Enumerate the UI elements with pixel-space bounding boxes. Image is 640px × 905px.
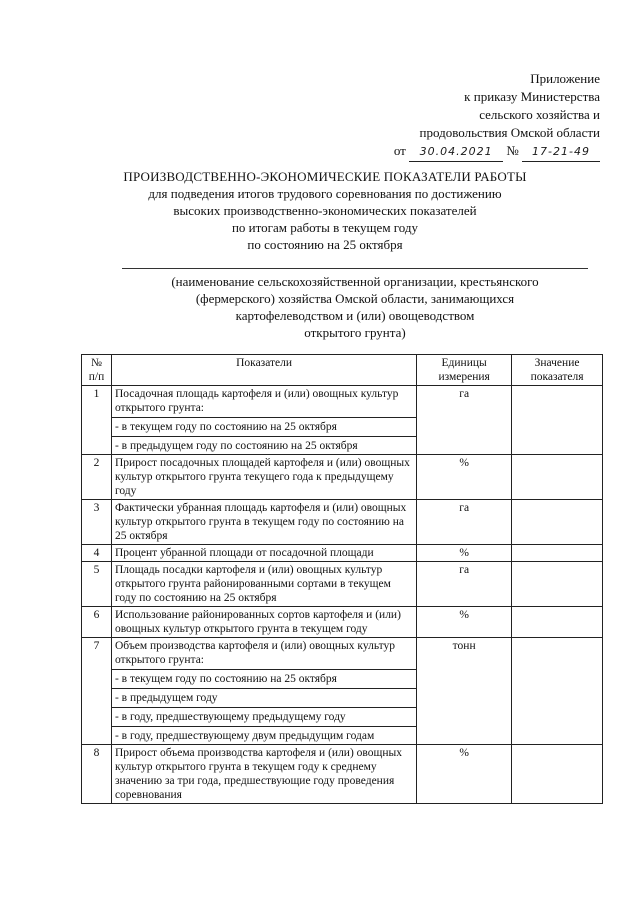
order-reference	[394, 142, 600, 162]
caption-line: открытого грунта)	[304, 325, 406, 340]
indicator-subitem: - в году, предшествующему предыдущему году	[112, 707, 416, 724]
indicator-cell	[111, 500, 416, 545]
table-row	[82, 386, 603, 455]
title-line: по итогам работы в текущем году	[231, 220, 419, 235]
value-cell[interactable]	[512, 455, 603, 500]
value-cell[interactable]	[512, 386, 603, 455]
indicator-cell	[111, 607, 416, 638]
header-indicator: Показатели	[111, 355, 416, 386]
unit-cell: %	[417, 607, 512, 638]
value-cell[interactable]	[512, 545, 603, 562]
indicator-cell	[111, 545, 416, 562]
table-row	[82, 500, 603, 545]
indicator-text: Фактически убранная площадь картофеля и (или) овощных культур открытого грунта в текущем году по состоянию на 25 октября	[114, 502, 407, 542]
header-num: № п/п	[82, 355, 112, 386]
row-number: 6	[82, 607, 112, 638]
indicator-cell	[111, 562, 416, 607]
indicator-cell	[111, 455, 416, 500]
unit-cell: %	[417, 455, 512, 500]
unit-cell: тонн	[417, 638, 512, 745]
row-number: 4	[82, 545, 112, 562]
indicator-subitem: - в предыдущем году	[112, 688, 416, 705]
title-line: высоких производственно-экономических показателей	[173, 203, 477, 218]
title-main: ПРОИЗВОДСТВЕННО-ЭКОНОМИЧЕСКИЕ ПОКАЗАТЕЛИ РАБОТЫ	[123, 169, 527, 184]
indicator-cell	[111, 745, 416, 804]
indicator-text: Площадь посадки картофеля и (или) овощных культур открытого грунта районированными сортами в текущем году по состоянию на 25 октября	[114, 564, 391, 604]
unit-cell: га	[417, 562, 512, 607]
table-body	[82, 386, 603, 804]
indicator-text: Использование районированных сортов картофеля и (или) овощных культур открытого грунта в текущем году	[114, 609, 401, 635]
appendix-line: сельского хозяйства и	[479, 107, 600, 122]
indicator-subitem: - в текущем году по состоянию на 25 октября	[112, 669, 416, 686]
header-unit: Единицы измерения	[417, 355, 512, 386]
caption-line: (наименование сельскохозяйственной организации, крестьянского	[171, 274, 539, 289]
header-value: Значение показателя	[512, 355, 603, 386]
value-cell[interactable]	[512, 500, 603, 545]
value-cell[interactable]	[512, 607, 603, 638]
indicator-cell	[111, 638, 416, 745]
from-label: от	[393, 143, 406, 158]
order-date: 30.04.2021	[409, 143, 503, 162]
appendix-line: продовольствия Омской области	[419, 125, 600, 140]
unit-cell: га	[417, 500, 512, 545]
title-line: для подведения итогов трудового соревнования по достижению	[148, 186, 502, 201]
table-row	[82, 745, 603, 804]
indicator-subitem: - в году, предшествующему двум предыдущим годам	[112, 726, 416, 743]
row-number: 2	[82, 455, 112, 500]
indicators-table	[81, 354, 603, 804]
number-label: №	[506, 143, 519, 158]
row-number: 3	[82, 500, 112, 545]
row-number: 7	[82, 638, 112, 745]
caption-line: (фермерского) хозяйства Омской области, занимающихся	[195, 291, 515, 306]
organization-caption	[110, 273, 600, 341]
indicator-cell	[111, 386, 416, 455]
organization-name-line	[122, 268, 588, 269]
appendix-line: Приложение	[530, 71, 600, 86]
table-row	[82, 638, 603, 745]
indicator-text: Объем производства картофеля и (или) овощных культур открытого грунта:	[114, 640, 395, 666]
table-row	[82, 455, 603, 500]
order-number: 17-21-49	[522, 143, 600, 162]
unit-cell: %	[417, 745, 512, 804]
value-cell[interactable]	[512, 562, 603, 607]
indicator-subitem: - в предыдущем году по состоянию на 25 октября	[112, 436, 416, 453]
appendix-block	[394, 70, 600, 162]
row-number: 5	[82, 562, 112, 607]
indicator-text: Прирост посадочных площадей картофеля и (или) овощных культур открытого грунта текущего года к предыдущему году	[114, 457, 410, 497]
document-title	[60, 168, 590, 253]
table-row	[82, 607, 603, 638]
table-row	[82, 562, 603, 607]
value-cell[interactable]	[512, 745, 603, 804]
indicator-subitem: - в текущем году по состоянию на 25 октября	[112, 417, 416, 434]
caption-line: картофелеводством и (или) овощеводством	[235, 308, 475, 323]
indicator-text: Прирост объема производства картофеля и (или) овощных культур открытого грунта в текущем году к среднему значению за три года, предшествующие году проведения соревнования	[114, 747, 403, 801]
table-row	[82, 545, 603, 562]
value-cell[interactable]	[512, 638, 603, 745]
table-header-row	[82, 355, 603, 386]
row-number: 8	[82, 745, 112, 804]
indicator-text: Процент убранной площади от посадочной площади	[114, 547, 374, 559]
title-line: по состоянию на 25 октября	[247, 237, 403, 252]
appendix-line: к приказу Министерства	[464, 89, 600, 104]
unit-cell: га	[417, 386, 512, 455]
unit-cell: %	[417, 545, 512, 562]
row-number: 1	[82, 386, 112, 455]
indicator-text: Посадочная площадь картофеля и (или) овощных культур открытого грунта:	[114, 388, 399, 414]
